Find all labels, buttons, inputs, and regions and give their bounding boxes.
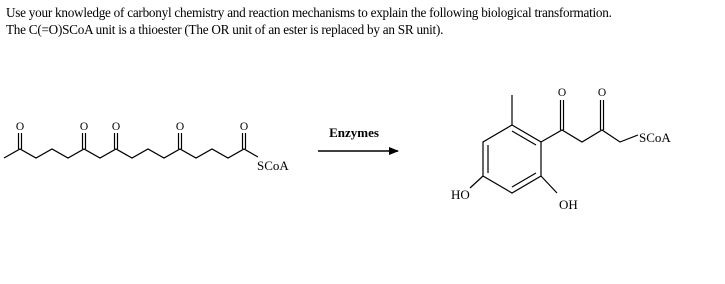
arrow-label-enzymes: Enzymes [329,125,379,140]
reactant-carbon-chain [4,149,258,158]
product-labels [451,87,671,212]
product-ketone-oxygen: O [557,87,567,99]
product-aromatic-bonds [488,131,536,187]
reactant-molecule [4,133,258,158]
product-thioester-oxygen: O [597,87,607,99]
product-molecule [470,95,638,193]
reaction-arrow [318,125,398,151]
question-line-2: The C(=O)SCoA unit is a thioester (The OR unit of an ester is replaced by an SR unit). [6,22,444,37]
reactant-oxygen-2: O [79,121,89,133]
product-ho-label: HO [451,187,470,202]
reactant-oxygen-1: O [15,121,25,133]
product-oh-bond [541,176,557,193]
product-oh-label: OH [559,197,578,212]
reactant-oxygen-3: O [111,121,121,133]
product-benzene-ring [483,125,541,193]
reactant-labels [16,121,290,173]
reactant-oxygen-5: O [239,121,249,133]
question-line-1: Use your knowledge of carbonyl chemistry and reaction mechanisms to explain the following biological transformation. [6,5,612,20]
product-scoa-label: SCoA [639,130,671,145]
product-side-chain [541,130,638,142]
reactant-carbonyl-bonds [19,133,246,149]
reactant-scoa-label: SCoA [257,158,289,173]
product-ho-bond [470,176,483,188]
reactant-oxygen-4: O [175,121,185,133]
